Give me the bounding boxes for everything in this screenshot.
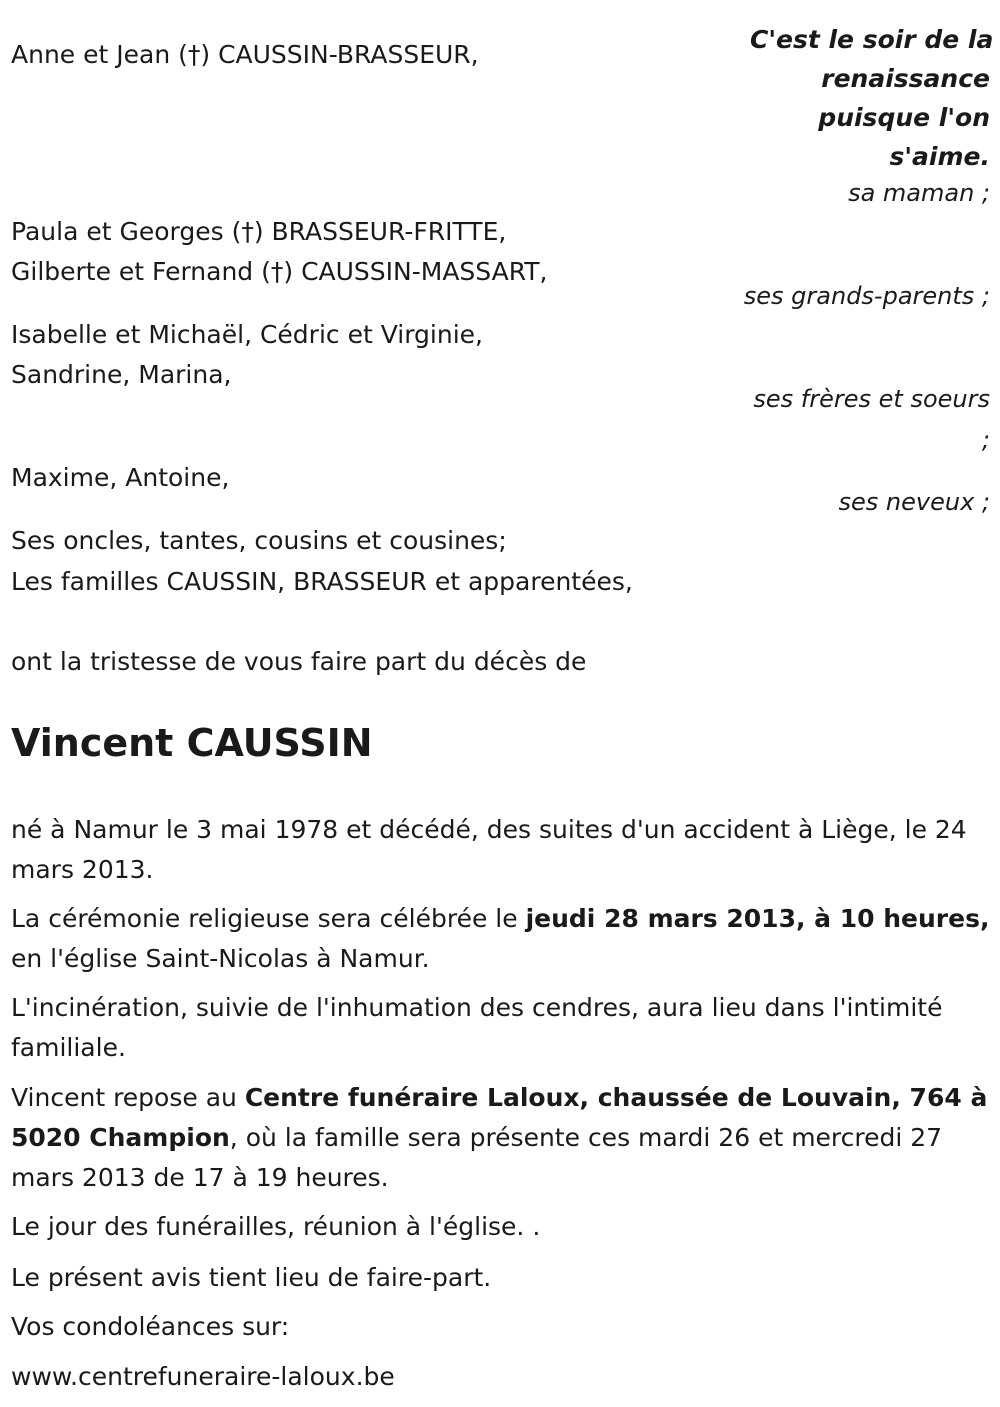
website-link[interactable]: www.centrefuneraire-laloux.be bbox=[11, 1362, 395, 1391]
cremation-paragraph: L'incinération, suivie de l'inhumation des cendres, aura lieu dans l'intimité familiale. bbox=[11, 993, 943, 1062]
family-nephews: Maxime, Antoine, bbox=[11, 463, 230, 492]
quote-line: C'est le soir de la bbox=[750, 25, 994, 54]
ceremony-suffix: en l'église Saint-Nicolas à Namur. bbox=[11, 944, 430, 973]
deceased-name: Vincent CAUSSIN bbox=[11, 721, 373, 765]
ceremony-date: jeudi 28 mars 2013, à 10 heures, bbox=[525, 904, 990, 933]
quote-line: s'aime. bbox=[889, 142, 990, 171]
family-others-1: Ses oncles, tantes, cousins et cousines; bbox=[11, 526, 507, 555]
ceremony-paragraph bbox=[11, 899, 991, 979]
repose-place: Centre funéraire Laloux, chaussée de Louvain, 764 à 5020 Champion bbox=[11, 1083, 988, 1152]
relation-nephews: ses neveux ; bbox=[838, 488, 990, 516]
family-mother: Anne et Jean (†) CAUSSIN-BRASSEUR, bbox=[11, 40, 479, 69]
repose-paragraph bbox=[11, 1078, 991, 1198]
funeral-day-paragraph: Le jour des funérailles, réunion à l'église. . bbox=[11, 1212, 541, 1241]
relation-grandparents: ses grands-parents ; bbox=[743, 282, 990, 310]
epitaph-quote bbox=[750, 20, 994, 176]
condolences-label: Vos condoléances sur: bbox=[11, 1312, 290, 1341]
quote-line: puisque l'on bbox=[818, 103, 990, 132]
repose-suffix: , où la famille sera présente ces mardi 26 et mercredi 27 mars 2013 de 17 à 19 heures. bbox=[11, 1123, 943, 1192]
notice-paragraph: Le présent avis tient lieu de faire-part. bbox=[11, 1263, 492, 1292]
family-others-2: Les familles CAUSSIN, BRASSEUR et apparentées, bbox=[11, 567, 633, 596]
relation-mother: sa maman ; bbox=[848, 179, 990, 207]
family-grandparents-2: Gilberte et Fernand (†) CAUSSIN-MASSART, bbox=[11, 257, 548, 286]
birth-death-paragraph: né à Namur le 3 mai 1978 et décédé, des suites d'un accident à Liège, le 24 mars 2013. bbox=[11, 815, 967, 884]
repose-prefix: Vincent repose au bbox=[11, 1083, 245, 1112]
family-siblings-1: Isabelle et Michaël, Cédric et Virginie, bbox=[11, 320, 483, 349]
quote-line: renaissance bbox=[821, 64, 990, 93]
relation-siblings-2: ; bbox=[981, 426, 990, 454]
announcement-text: ont la tristesse de vous faire part du décès de bbox=[11, 647, 587, 676]
family-grandparents-1: Paula et Georges (†) BRASSEUR-FRITTE, bbox=[11, 217, 507, 246]
relation-siblings-1: ses frères et soeurs bbox=[753, 385, 990, 413]
family-siblings-2: Sandrine, Marina, bbox=[11, 360, 232, 389]
ceremony-prefix: La cérémonie religieuse sera célébrée le bbox=[11, 904, 526, 933]
